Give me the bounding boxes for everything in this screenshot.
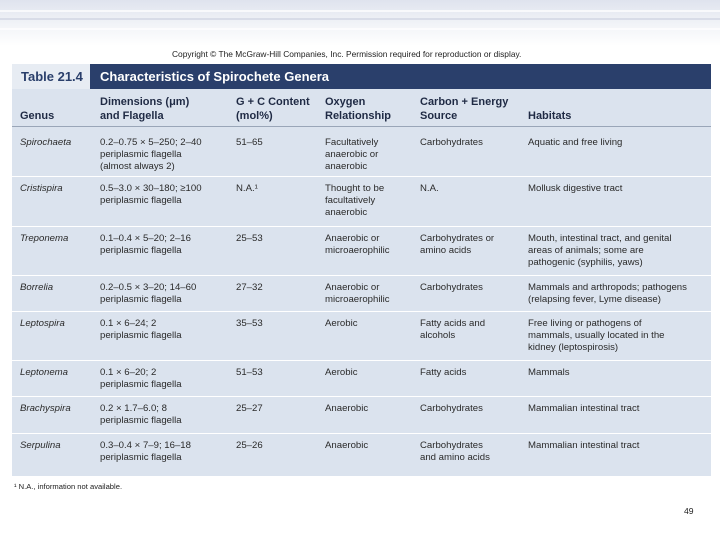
cell-gc: 25–27 xyxy=(236,403,263,414)
cell-line: Carbohydrates xyxy=(420,137,483,148)
cell-line: Mouth, intestinal tract, and genital xyxy=(528,233,672,244)
cell-carbon xyxy=(420,367,466,379)
cell-line: Carbohydrates xyxy=(420,282,483,293)
row-divider xyxy=(12,433,711,434)
header-dimensions: Dimensions (μm) and Flagella xyxy=(100,96,190,122)
cell-line: (relapsing fever, Lyme disease) xyxy=(528,294,661,305)
cell-genus: Leptospira xyxy=(20,318,65,329)
cell-carbon xyxy=(420,282,483,294)
cell-line: 0.1 × 6–20; 2 xyxy=(100,367,157,378)
cell-dimensions xyxy=(100,183,202,207)
cell-line: Aerobic xyxy=(325,367,358,378)
cell-carbon xyxy=(420,403,483,415)
cell-dimensions xyxy=(100,367,182,391)
spirochete-table xyxy=(12,64,711,476)
cell-dimensions xyxy=(100,137,202,173)
cell-oxygen xyxy=(325,233,390,257)
cell-line: microaerophilic xyxy=(325,245,390,256)
cell-line: 0.2–0.75 × 5–250; 2–40 xyxy=(100,137,202,148)
cell-line: 0.5–3.0 × 30–180; ≥100 xyxy=(100,183,202,194)
cell-oxygen xyxy=(325,137,378,173)
header-oxygen: Oxygen Relationship xyxy=(325,96,392,122)
header-habitats: Habitats xyxy=(528,109,572,122)
cell-dimensions xyxy=(100,403,182,427)
cell-line: Anaerobic or xyxy=(325,233,380,244)
cell-line: mammals, usually located in the xyxy=(528,330,665,341)
cell-gc: 25–26 xyxy=(236,440,263,451)
cell-genus: Brachyspira xyxy=(20,403,71,414)
cell-line: anaerobic xyxy=(325,207,368,218)
header-carbon: Carbon + Energy Source xyxy=(420,96,509,122)
cell-habitats xyxy=(528,137,622,149)
cell-line: periplasmic flagella xyxy=(100,452,182,463)
slide-top-band xyxy=(0,0,720,46)
cell-oxygen xyxy=(325,403,368,415)
cell-line: and amino acids xyxy=(420,452,490,463)
cell-line: Mammals xyxy=(528,367,570,378)
cell-line: Facultatively xyxy=(325,137,379,148)
cell-habitats xyxy=(528,440,639,452)
cell-dimensions xyxy=(100,440,191,464)
cell-line: amino acids xyxy=(420,245,472,256)
cell-gc: 35–53 xyxy=(236,318,263,329)
cell-line: 0.1 × 6–24; 2 xyxy=(100,318,157,329)
cell-line: Mammalian intestinal tract xyxy=(528,440,640,451)
cell-line: kidney (leptospirosis) xyxy=(528,342,619,353)
cell-line: Thought to be xyxy=(325,183,385,194)
cell-line: periplasmic flagella xyxy=(100,379,182,390)
cell-line: 0.1–0.4 × 5–20; 2–16 xyxy=(100,233,191,244)
cell-gc: 51–65 xyxy=(236,137,263,148)
cell-habitats xyxy=(528,367,570,379)
cell-line: Aquatic and free living xyxy=(528,137,623,148)
cell-oxygen xyxy=(325,367,358,379)
cell-line: Anaerobic or xyxy=(325,282,380,293)
cell-line: Mammals and arthropods; pathogens xyxy=(528,282,687,293)
cell-line: Mammalian intestinal tract xyxy=(528,403,640,414)
cell-gc: 25–53 xyxy=(236,233,263,244)
cell-line: Mollusk digestive tract xyxy=(528,183,623,194)
cell-carbon xyxy=(420,137,483,149)
row-divider xyxy=(12,396,711,397)
cell-oxygen xyxy=(325,183,384,219)
cell-line: areas of animals; some are xyxy=(528,245,644,256)
cell-line: Free living or pathogens of xyxy=(528,318,642,329)
cell-habitats xyxy=(528,183,622,195)
cell-line: periplasmic flagella xyxy=(100,195,182,206)
cell-dimensions xyxy=(100,282,196,306)
footnote: ¹ N.A., information not available. xyxy=(14,482,123,491)
cell-line: facultatively xyxy=(325,195,376,206)
row-divider xyxy=(12,226,711,227)
cell-habitats xyxy=(528,403,639,415)
table-title: Characteristics of Spirochete Genera xyxy=(100,69,330,84)
cell-carbon xyxy=(420,318,485,342)
cell-line: N.A. xyxy=(420,183,439,194)
cell-line: periplasmic flagella xyxy=(100,415,182,426)
cell-line: Carbohydrates or xyxy=(420,233,495,244)
cell-line: anaerobic xyxy=(325,161,368,172)
cell-habitats xyxy=(528,318,665,354)
cell-dimensions xyxy=(100,318,182,342)
row-divider xyxy=(12,360,711,361)
cell-line: alcohols xyxy=(420,330,456,341)
cell-carbon xyxy=(420,183,439,195)
cell-genus: Borrelia xyxy=(20,282,54,293)
cell-gc: 27–32 xyxy=(236,282,263,293)
cell-line: 0.2 × 1.7–6.0; 8 xyxy=(100,403,167,414)
cell-genus: Treponema xyxy=(20,233,69,244)
cell-oxygen xyxy=(325,282,390,306)
cell-line: Anaerobic xyxy=(325,403,369,414)
header-gc-content: G + C Content (mol%) xyxy=(236,96,310,122)
cell-habitats xyxy=(528,233,671,269)
cell-habitats xyxy=(528,282,687,306)
cell-line: Anaerobic xyxy=(325,440,369,451)
cell-line: 0.3–0.4 × 7–9; 16–18 xyxy=(100,440,191,451)
cell-line: pathogenic (syphilis, yaws) xyxy=(528,257,643,268)
cell-line: Fatty acids and xyxy=(420,318,486,329)
cell-line: Carbohydrates xyxy=(420,403,483,414)
table-title-bar xyxy=(12,64,711,89)
cell-genus: Leptonema xyxy=(20,367,69,378)
cell-line: anaerobic or xyxy=(325,149,379,160)
cell-dimensions xyxy=(100,233,191,257)
row-divider xyxy=(12,275,711,276)
cell-line: (almost always 2) xyxy=(100,161,175,172)
cell-line: periplasmic flagella xyxy=(100,294,182,305)
cell-line: periplasmic flagella xyxy=(100,149,182,160)
cell-genus: Serpulina xyxy=(20,440,61,451)
cell-line: Aerobic xyxy=(325,318,358,329)
page-number: 49 xyxy=(684,506,694,516)
cell-oxygen xyxy=(325,440,368,452)
copyright-notice: Copyright © The McGraw-Hill Companies, Inc. Permission required for reproduction or display. xyxy=(172,49,522,59)
header-divider xyxy=(12,126,711,127)
cell-carbon xyxy=(420,233,494,257)
header-genus: Genus xyxy=(20,109,55,122)
cell-genus: Spirochaeta xyxy=(20,137,72,148)
cell-line: Carbohydrates xyxy=(420,440,483,451)
cell-line: microaerophilic xyxy=(325,294,390,305)
cell-oxygen xyxy=(325,318,358,330)
cell-line: Fatty acids xyxy=(420,367,467,378)
cell-line: periplasmic flagella xyxy=(100,245,182,256)
cell-genus: Cristispira xyxy=(20,183,63,194)
cell-line: 0.2–0.5 × 3–20; 14–60 xyxy=(100,282,197,293)
cell-line: periplasmic flagella xyxy=(100,330,182,341)
row-divider xyxy=(12,311,711,312)
row-divider xyxy=(12,176,711,177)
cell-carbon xyxy=(420,440,490,464)
table-number: Table 21.4 xyxy=(12,64,90,89)
cell-gc: 51–53 xyxy=(236,367,263,378)
cell-gc: N.A.¹ xyxy=(236,183,258,194)
